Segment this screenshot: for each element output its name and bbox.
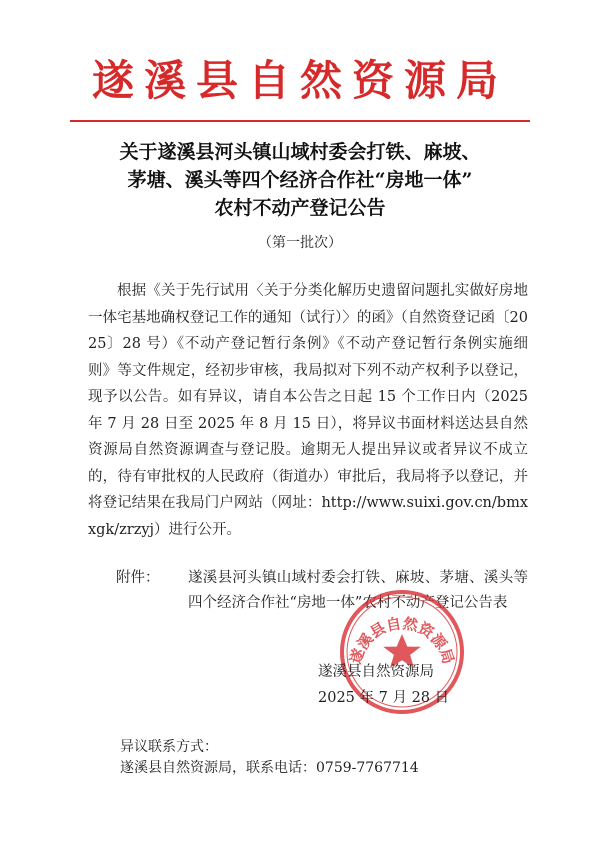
seal-text: 遂溪县自然资源局: [346, 614, 458, 667]
document-title: [70, 138, 530, 222]
signature-date: 2025 年 7 月 28 日: [318, 690, 450, 706]
header-red-rule: [70, 120, 530, 122]
org-header-title: 遂溪县自然资源局: [91, 56, 508, 105]
batch-label: （第一批次）: [258, 235, 342, 251]
contact-title: 异议联系方式：: [120, 739, 218, 755]
notice-body: 根据《关于先行试用〈关于分类化解历史遗留问题扎实做好房地一体宅基地确权登记工作的通知（试行）〉的函》（自然资登记函〔2025〕28 号）《不动产登记暂行条例》《不动产登记暂行条例实施细则》等文件规定，经初步审核，我局拟对下列不动产权利予以登记，现予以公告。如有异议，请自本公告之日起 15 个工作日内（2025 年 7 月 28 日至 2025 年 8 月 15 日），将异议书面材料送达县自然资源局自然资源调查与登记股。逾期无人提出异议或者异议不成立的，待有审批权的人民政府（街道办）审批后，我局将予以登记，并将登记结果在我局门户网站（网址：http://www.suixi.gov.cn/bmxxgk/zrzyj）进行公开。: [88, 283, 528, 538]
document-title-line-1: 关于遂溪县河头镇山域村委会打铁、麻坡、: [119, 141, 481, 163]
signature-organization: 遂溪县自然资源局: [318, 664, 434, 680]
attachment-text: 遂溪县河头镇山域村委会打铁、麻坡、茅塘、溪头等四个经济合作社“房地一体”农村不动产登记公告表: [188, 570, 528, 611]
document-title-line-3: 农村不动产登记公告: [214, 197, 386, 219]
attachment-label: 附件：: [116, 570, 160, 586]
document-title-line-2: 茅塘、溪头等四个经济合作社“房地一体”: [127, 169, 473, 191]
contact-phone-line: 遂溪县自然资源局，联系电话：0759-7767714: [120, 760, 419, 776]
